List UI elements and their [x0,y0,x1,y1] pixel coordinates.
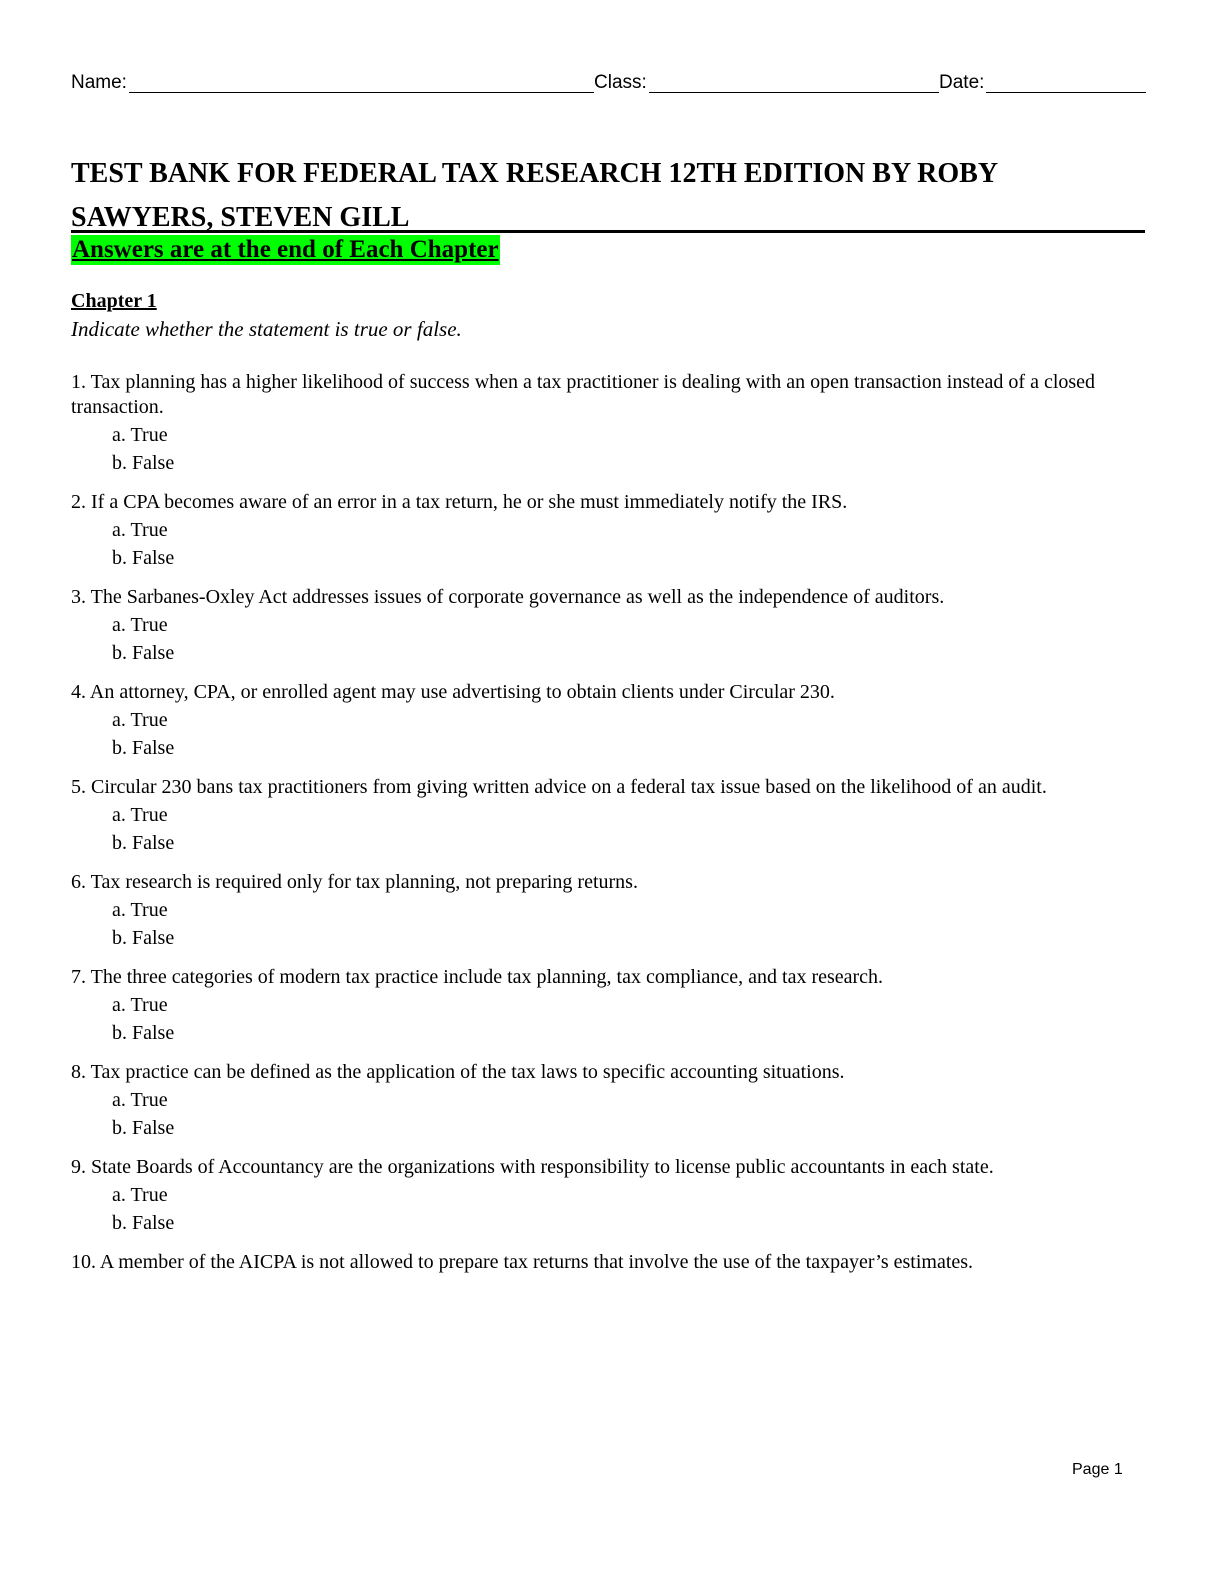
answer-option[interactable]: b. False [112,737,175,759]
question-text: 7. The three categories of modern tax practice include tax planning, tax compliance, and tax research. [71,966,884,988]
answer-option[interactable]: b. False [112,547,175,569]
question-item [71,370,1146,476]
name-label: Name: [71,72,127,93]
question-item [71,870,1146,951]
question-text: 5. Circular 230 bans tax practitioners from giving written advice on a federal tax issue based on the likelihood of an audit. [71,776,1047,798]
question-list [71,370,1146,1289]
question-item [71,965,1146,1046]
answer-option[interactable]: a. True [112,424,168,446]
answer-option[interactable]: a. True [112,1184,168,1206]
question-item [71,1250,1146,1275]
name-line [129,92,594,93]
question-text: 2. If a CPA becomes aware of an error in a tax return, he or she must immediately notify the IRS. [71,491,848,513]
answer-option[interactable]: a. True [112,519,168,541]
name-field[interactable] [71,70,594,94]
answer-option[interactable]: a. True [112,899,168,921]
answer-option[interactable]: b. False [112,832,175,854]
question-text: 4. An attorney, CPA, or enrolled agent may use advertising to obtain clients under Circular 230. [71,681,835,703]
class-line [649,92,939,93]
question-item [71,1060,1146,1141]
question-text: 1. Tax planning has a higher likelihood of success when a tax practitioner is dealing with an open transaction instead of a closed transaction. [71,371,1096,418]
date-line [986,92,1146,93]
question-item [71,775,1146,856]
class-label: Class: [594,72,647,93]
answer-option[interactable]: a. True [112,709,168,731]
chapter-heading: Chapter 1 [71,290,157,312]
question-text: 9. State Boards of Accountancy are the organizations with responsibility to license public accountants in each state. [71,1156,994,1178]
header-fields [71,70,1146,96]
document-title: TEST BANK FOR FEDERAL TAX RESEARCH 12TH EDITION BY ROBY SAWYERS, STEVEN GILL [71,158,997,233]
question-item [71,490,1146,571]
answer-option[interactable]: b. False [112,1212,175,1234]
question-item [71,1155,1146,1236]
answer-option[interactable]: b. False [112,452,175,474]
answer-option[interactable]: b. False [112,1022,175,1044]
date-field[interactable] [939,70,1146,94]
question-text: 3. The Sarbanes-Oxley Act addresses issues of corporate governance as well as the independence of auditors. [71,586,945,608]
answers-note: Answers are at the end of Each Chapter [72,236,499,263]
date-label: Date: [939,72,985,93]
answer-option[interactable]: a. True [112,614,168,636]
question-item [71,585,1146,666]
answer-option[interactable]: b. False [112,1117,175,1139]
answer-option[interactable]: b. False [112,642,175,664]
answer-option[interactable]: a. True [112,994,168,1016]
answer-option[interactable]: b. False [112,927,175,949]
answer-option[interactable]: a. True [112,1089,168,1111]
instruction-text: Indicate whether the statement is true or false. [71,317,462,341]
question-text: 6. Tax research is required only for tax planning, not preparing returns. [71,871,638,893]
answer-option[interactable]: a. True [112,804,168,826]
question-item [71,680,1146,761]
page-number: Page 1 [1072,1461,1123,1478]
title-divider [71,230,1145,233]
question-text: 10. A member of the AICPA is not allowed to prepare tax returns that involve the use of the taxpayer’s estimates. [71,1251,974,1273]
class-field[interactable] [594,70,939,94]
question-text: 8. Tax practice can be defined as the application of the tax laws to specific accounting situations. [71,1061,845,1083]
